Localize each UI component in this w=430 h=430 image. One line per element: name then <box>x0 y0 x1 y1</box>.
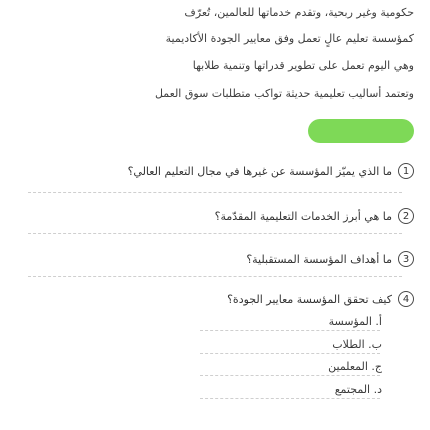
question-number-badge: 3 <box>398 251 414 267</box>
intro-line-2: كمؤسسة تعليم عالٍ تعمل وفق معايير الجودة الأكاديمية <box>165 32 414 45</box>
question-row-2 <box>215 207 414 225</box>
question-text: ما الذي يميّز المؤسسة عن غيرها في مجال التعليم العالي؟ <box>127 164 392 178</box>
answer-option-a[interactable]: أ. المؤسسة <box>328 315 382 328</box>
question-number-badge: 2 <box>398 208 414 224</box>
question-number-badge: 4 <box>398 291 414 307</box>
answer-line <box>28 276 402 277</box>
intro-line-4: وتعتمد أساليب تعليمية حديثة تواكب متطلبات سوق العمل <box>154 87 414 100</box>
question-number-badge: 1 <box>398 163 414 179</box>
option-separator <box>200 330 380 331</box>
option-separator <box>200 353 380 354</box>
question-text: كيف تحقق المؤسسة معايير الجودة؟ <box>227 292 392 306</box>
green-action-button[interactable] <box>308 119 414 143</box>
answer-option-b[interactable]: ب. الطلاب <box>332 338 382 351</box>
question-text: ما أهداف المؤسسة المستقبلية؟ <box>246 252 392 266</box>
answer-line <box>28 233 402 234</box>
question-row-1 <box>128 162 414 180</box>
answer-option-c[interactable]: ج. المعلمين <box>328 360 382 373</box>
question-row-4 <box>227 290 414 308</box>
answer-option-d[interactable]: د. المجتمع <box>334 383 382 396</box>
question-row-3 <box>246 250 414 268</box>
intro-line-3: وهي اليوم تعمل على تطوير قدراتها وتنمية طلابها <box>192 59 414 72</box>
question-text: ما هي أبرز الخدمات التعليمية المقدّمة؟ <box>214 209 392 223</box>
option-separator <box>200 375 380 376</box>
intro-line-1: حكومية وغير ربحية، وتقدم خدماتها للعالمين، تُعرّف <box>184 6 414 19</box>
option-separator <box>200 398 380 399</box>
answer-line <box>28 192 402 193</box>
